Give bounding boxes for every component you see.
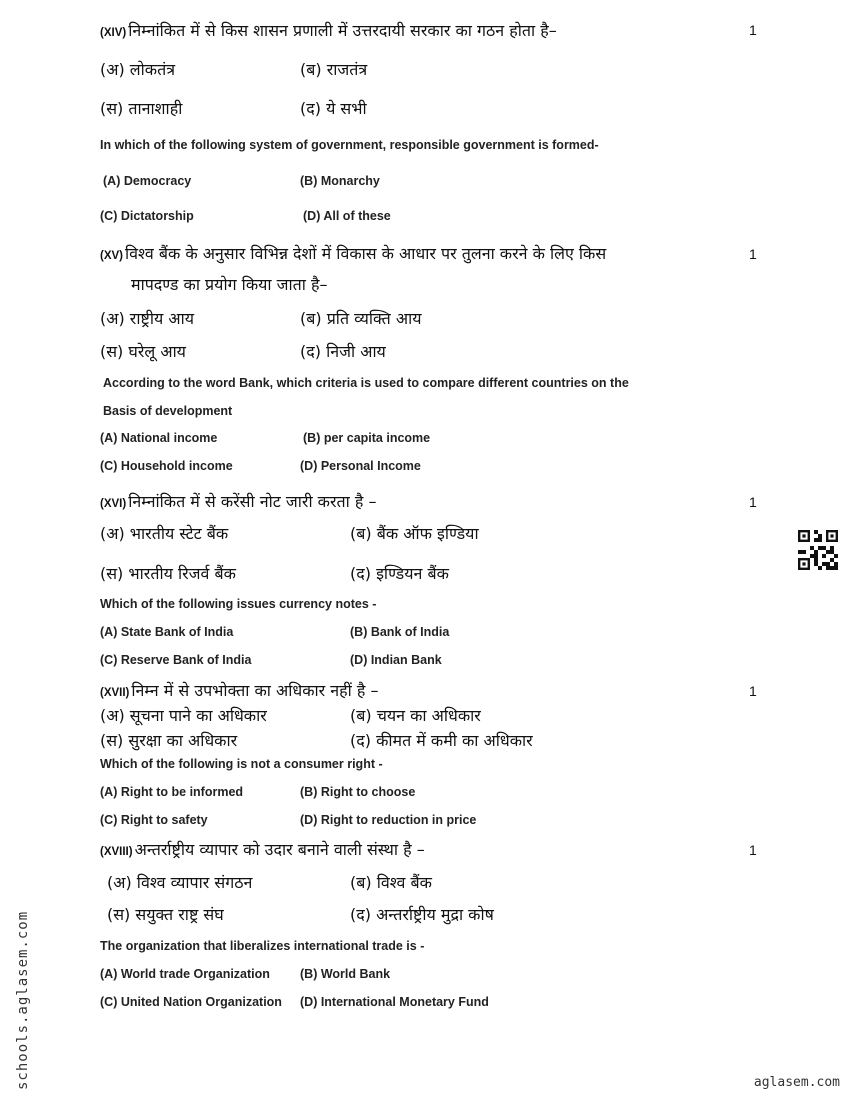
q15-option-b-hindi: (ब) प्रति व्यक्ति आय — [300, 309, 422, 328]
q15-option-a-english: (A) National income — [100, 431, 218, 445]
question-15-english: According to the word Bank, which criteria is used to compare different countries on the — [103, 376, 629, 390]
q14-option-d-english: (D) All of these — [303, 209, 391, 223]
q18-option-c-english: (C) United Nation Organization — [100, 995, 282, 1009]
q18-option-d-english: (D) International Monetary Fund — [300, 995, 489, 1009]
q18-option-d-hindi: (द) अन्तर्राष्ट्रीय मुद्रा कोष — [350, 905, 494, 924]
question-16-english: Which of the following issues currency notes - — [100, 597, 377, 611]
q17-option-a-hindi: (अ) सूचना पाने का अधिकार — [100, 706, 267, 725]
q15-option-d-hindi: (द) निजी आय — [300, 342, 386, 361]
question-17-marks: 1 — [749, 683, 757, 699]
q17-option-d-hindi: (द) कीमत में कमी का अधिकार — [350, 731, 533, 750]
q15-option-c-hindi: (स) घरेलू आय — [100, 342, 186, 361]
q16-option-b-hindi: (ब) बैंक ऑफ इण्डिया — [350, 524, 479, 543]
q14-option-b-english: (B) Monarchy — [300, 174, 380, 188]
question-14-hindi: (XIV) निम्नांकित में से किस शासन प्रणाली में उत्तरदायी सरकार का गठन होता है– — [100, 21, 557, 40]
q16-option-b-english: (B) Bank of India — [350, 625, 450, 639]
q18-option-b-english: (B) World Bank — [300, 967, 391, 981]
footer-watermark: aglasem.com — [753, 1075, 840, 1090]
question-18-hindi: (XVIII) अन्तर्राष्ट्रीय व्यापार को उदार बनाने वाली संस्था है – — [100, 840, 425, 859]
q14-option-a-hindi: (अ) लोकतंत्र — [100, 60, 176, 79]
q16-option-a-hindi: (अ) भारतीय स्टेट बैंक — [100, 524, 229, 543]
q17-option-a-english: (A) Right to be informed — [100, 785, 244, 799]
question-16-hindi: (XVI) निम्नांकित में से करेंसी नोट जारी करता है – — [100, 492, 377, 511]
q14-option-d-hindi: (द) ये सभी — [300, 99, 367, 118]
question-17-english: Which of the following is not a consumer right - — [100, 757, 383, 771]
question-16-marks: 1 — [749, 494, 757, 510]
question-18-marks: 1 — [749, 842, 757, 858]
q15-option-b-english: (B) per capita income — [303, 431, 431, 445]
q17-option-c-hindi: (स) सुरक्षा का अधिकार — [100, 731, 238, 750]
q15-option-a-hindi: (अ) राष्ट्रीय आय — [100, 309, 194, 328]
q17-option-c-english: (C) Right to safety — [100, 813, 208, 827]
q14-option-b-hindi: (ब) राजतंत्र — [300, 60, 368, 79]
q17-option-b-english: (B) Right to choose — [300, 785, 416, 799]
q16-option-d-english: (D) Indian Bank — [350, 653, 442, 667]
question-18-english: The organization that liberalizes international trade is - — [100, 939, 425, 953]
question-15-english-line2: Basis of development — [103, 404, 233, 418]
q17-option-d-english: (D) Right to reduction in price — [300, 813, 477, 827]
q18-option-c-hindi: (स) सयुक्त राष्ट्र संघ — [107, 905, 224, 924]
q16-option-a-english: (A) State Bank of India — [100, 625, 234, 639]
q18-option-b-hindi: (ब) विश्व बैंक — [350, 873, 432, 892]
q16-option-c-english: (C) Reserve Bank of India — [100, 653, 252, 667]
q16-option-d-hindi: (द) इण्डियन बैंक — [350, 564, 449, 583]
q18-option-a-hindi: (अ) विश्व व्यापार संगठन — [107, 873, 253, 892]
q15-option-d-english: (D) Personal Income — [300, 459, 421, 473]
q17-option-b-hindi: (ब) चयन का अधिकार — [350, 706, 481, 725]
question-15-hindi-line2: मापदण्ड का प्रयोग किया जाता है– — [131, 275, 328, 294]
qr-code-icon — [798, 530, 838, 570]
question-14-marks: 1 — [749, 22, 757, 38]
q14-option-c-english: (C) Dictatorship — [100, 209, 194, 223]
question-15-hindi: (XV) विश्व बैंक के अनुसार विभिन्न देशों में विकास के आधार पर तुलना करने के लिए किस — [100, 244, 607, 263]
q15-option-c-english: (C) Household income — [100, 459, 233, 473]
question-17-hindi: (XVII) निम्न में से उपभोक्ता का अधिकार नहीं है – — [100, 681, 379, 700]
question-15-marks: 1 — [749, 246, 757, 262]
q14-option-a-english: (A) Democracy — [103, 174, 192, 188]
q16-option-c-hindi: (स) भारतीय रिजर्व बैंक — [100, 564, 236, 583]
question-14-english: In which of the following system of government, responsible government is formed- — [100, 138, 599, 152]
q14-option-c-hindi: (स) तानाशाही — [100, 99, 183, 118]
q18-option-a-english: (A) World trade Organization — [100, 967, 270, 981]
side-watermark: schools.aglasem.com — [15, 910, 31, 1090]
